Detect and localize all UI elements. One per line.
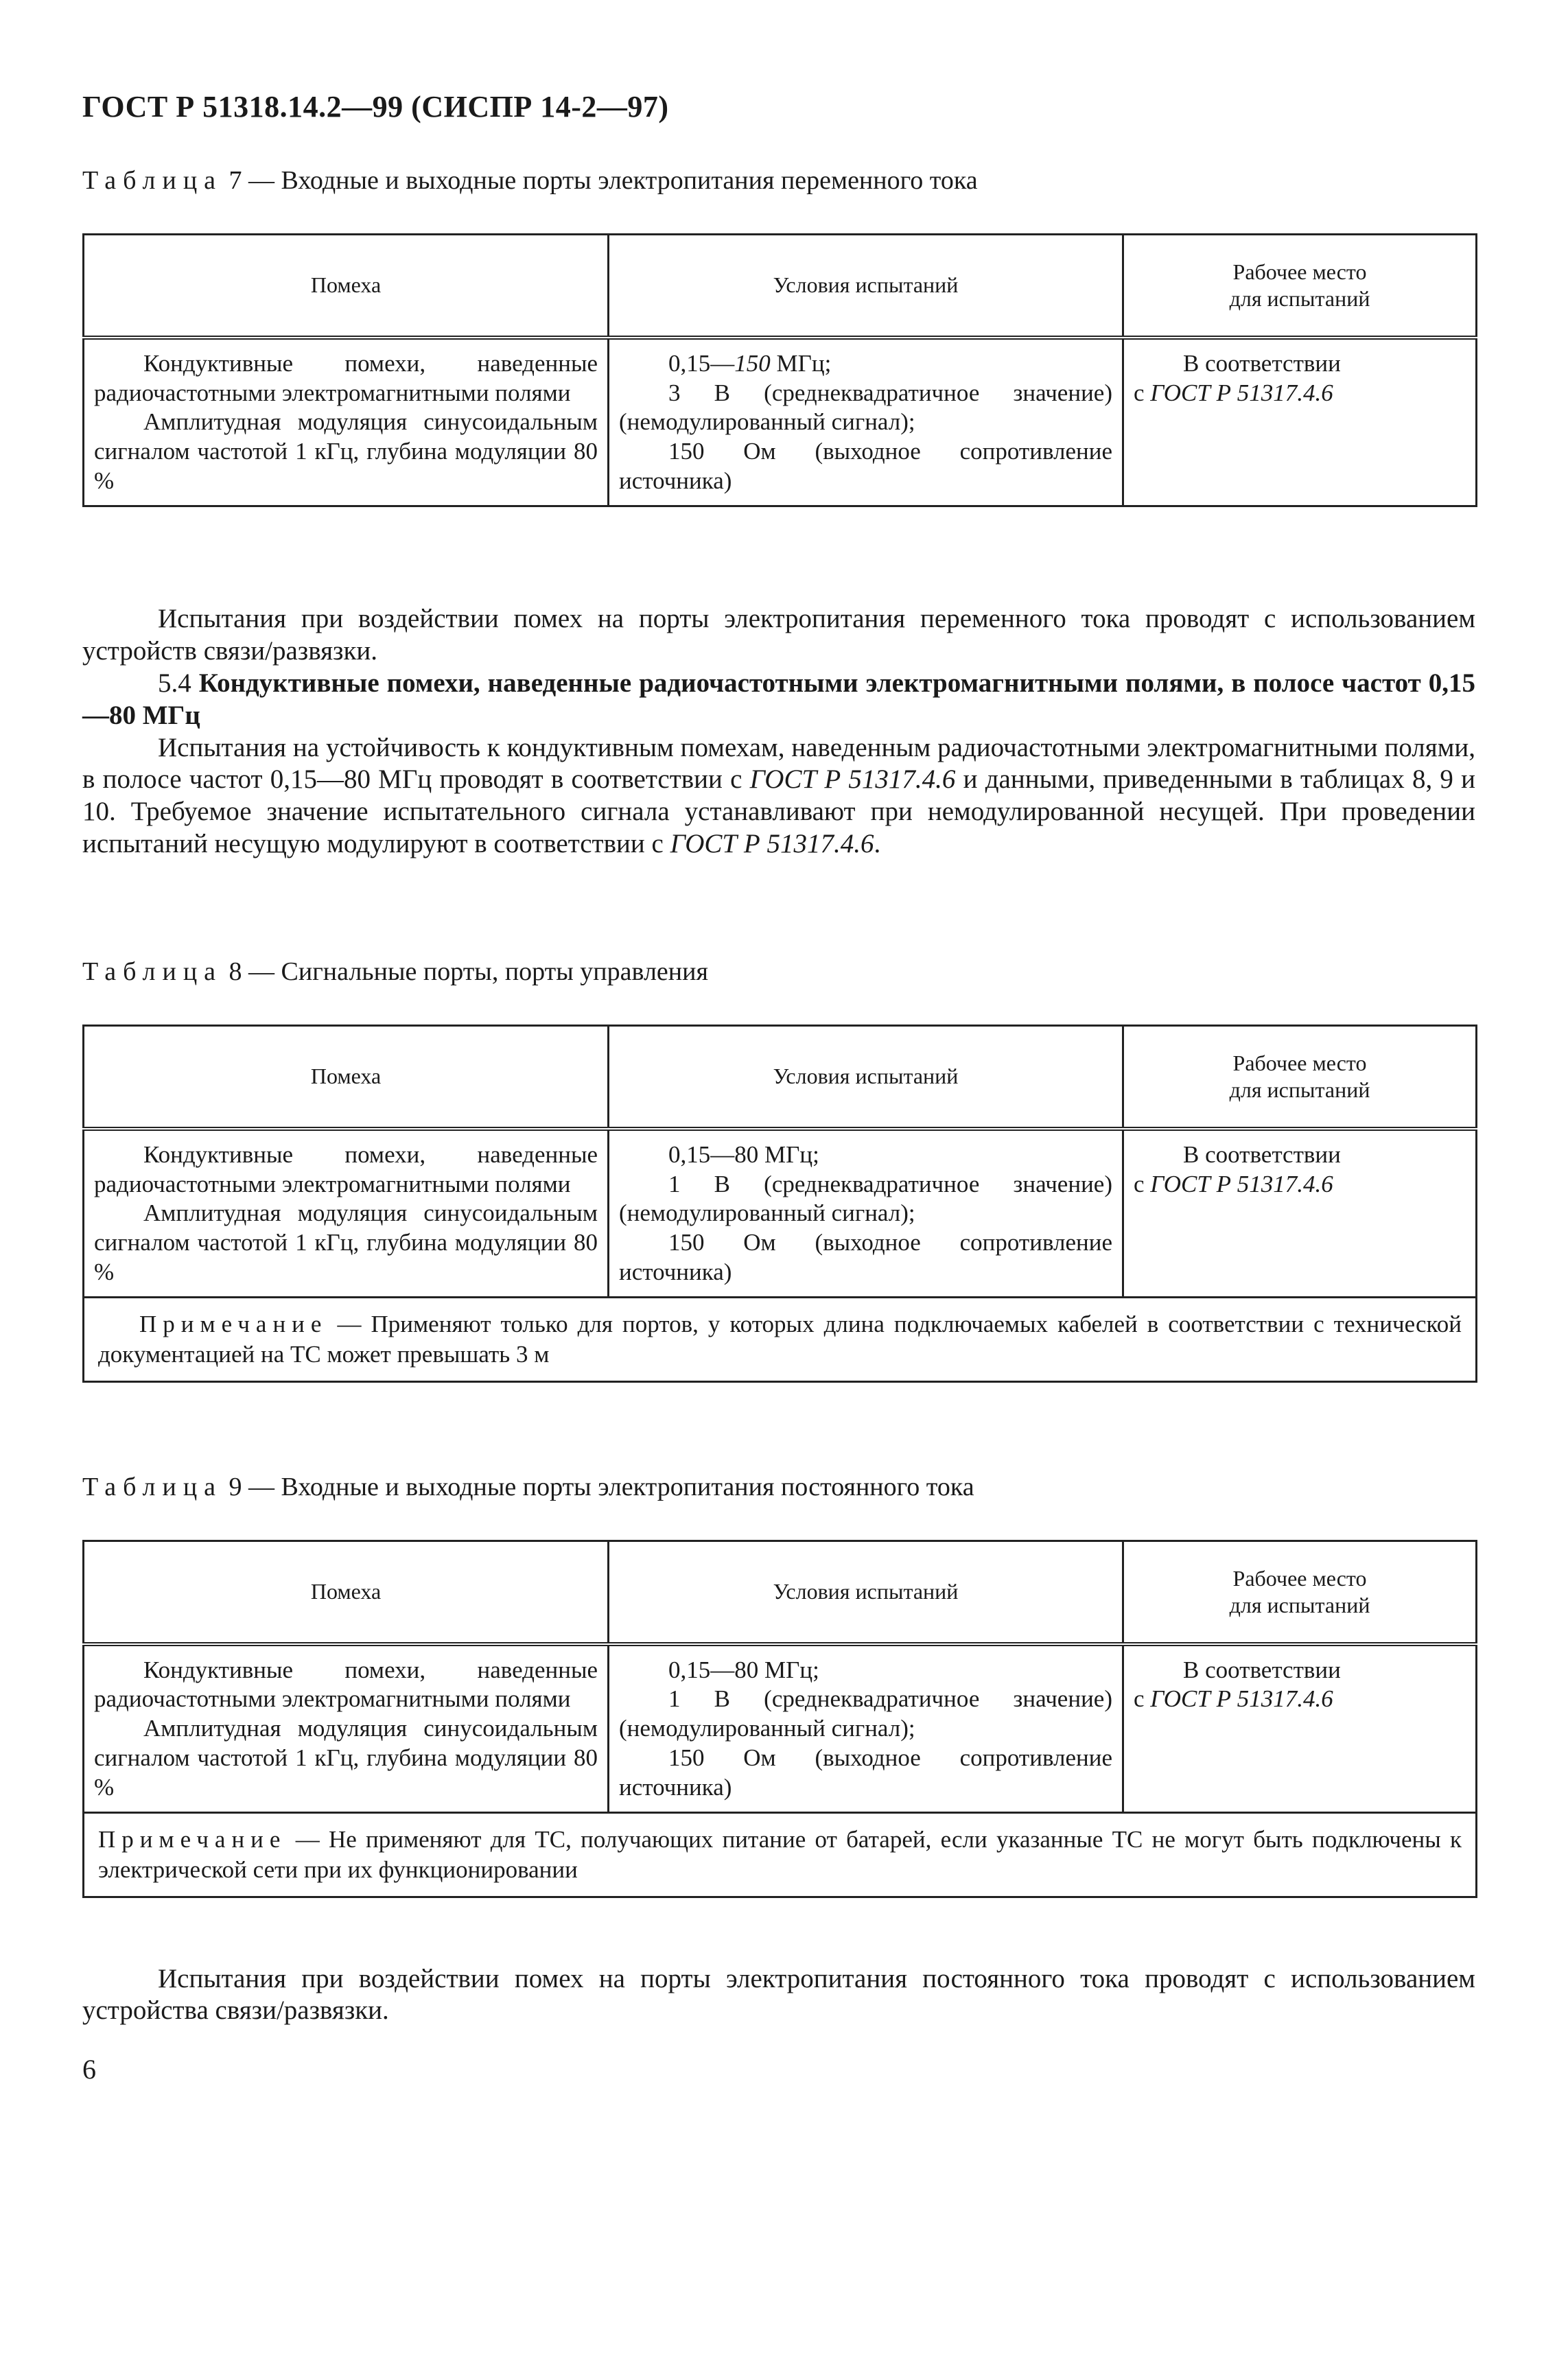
col-header-test-setup [1123,235,1477,338]
table-9-caption [82,1472,1475,1502]
section-5-4-heading [82,668,1475,732]
paragraph-text: Испытания на устойчивость к кондуктивным помехам, наведенным радиочастотными электромагнитными полями, в полосе частот 0,15—80 МГц проводят в соответствии с [82,732,1475,795]
frequency-range: 0,15—80 МГц; [668,1140,819,1168]
section-title: Кондуктивные помехи, наведенные радиочастотными электромагнитными полями, в полосе частот 0,15—80 МГц [82,668,1475,730]
cell-interference [84,1644,609,1813]
col-header-interference: Помеха [84,1025,609,1129]
col-header-test-setup-line2: для испытаний [1229,1592,1370,1617]
test-level: 3 В (среднеквадратичное значение) (немодулированный сигнал); [619,379,1112,436]
col-header-test-setup-line2: для испытаний [1229,1077,1370,1102]
table-header-row [84,1541,1477,1644]
table-row [84,338,1477,506]
test-level: 1 В (среднеквадратичное значение) (немодулированный сигнал); [619,1170,1112,1227]
table-9-caption-text: 9 — Входные и выходные порты электропитания постоянного тока [222,1472,974,1501]
frequency-start: 0,15— [668,350,735,377]
col-header-test-conditions: Условия испытаний [609,235,1123,338]
source-impedance: 150 Ом (выходное сопротивление источника) [619,1744,1112,1801]
table-note-row [84,1298,1477,1382]
note-label: Примечание [98,1826,287,1853]
modulation-text: Амплитудная модуляция синусоидальным сигналом частотой 1 кГц, глубина модуляции 80 % [94,1199,598,1285]
frequency-unit: МГц; [770,350,832,377]
test-setup-line2 [1134,1685,1466,1714]
cell-interference [84,338,609,506]
cell-test-setup [1123,1644,1477,1813]
note-text: — Применяют только для портов, у которых длина подключаемых кабелей в соответствии с технической документацией на ТС может превышать 3 м [98,1311,1462,1368]
test-setup-prefix: с [1134,1685,1151,1713]
col-header-test-setup [1123,1541,1477,1644]
col-header-test-setup-line1: Рабочее место [1232,1050,1367,1075]
table-row [84,1129,1477,1298]
table-label: Таблица [82,166,223,195]
paragraph-text: . [874,829,881,859]
cell-test-setup [1123,1129,1477,1298]
paragraph-ac-ports: Испытания при воздействии помех на порты электропитания переменного тока проводят с использованием устройств связи/развязки. [82,604,1475,666]
table-header-row [84,1025,1477,1129]
col-header-test-setup-line1: Рабочее место [1232,1565,1367,1591]
table-8-caption [82,957,1475,987]
cell-test-conditions [609,1129,1123,1298]
modulation-text: Амплитудная модуляция синусоидальным сигналом частотой 1 кГц, глубина модуляции 80 % [94,408,598,494]
source-impedance: 150 Ом (выходное сопротивление источника) [619,438,1112,494]
table-label: Таблица [82,1472,223,1501]
test-setup-prefix: с [1134,1170,1151,1197]
test-setup-line1: В соответствии [1183,1140,1341,1168]
test-setup-line1: В соответствии [1183,350,1341,377]
standard-reference: ГОСТ Р 51317.4.6 [1150,1170,1333,1197]
frequency-end: 150 [734,350,771,377]
standard-reference: ГОСТ Р 51317.4.6 [1150,1685,1333,1713]
table-7 [82,233,1477,507]
test-setup-prefix: с [1134,379,1151,406]
paragraph-dc-ports: Испытания при воздействии помех на порты электропитания постоянного тока проводят с использованием устройства связи/развязки. [82,1963,1475,2026]
test-setup-line2 [1134,379,1466,408]
standard-reference: ГОСТ Р 51317.4.6 [749,764,956,795]
interference-text: Кондуктивные помехи, наведенные радиочастотными электромагнитными полями [94,1656,598,1713]
table-note-row [84,1813,1477,1897]
col-header-test-setup-line2: для испытаний [1229,286,1370,311]
paragraph-section-5-4 [82,732,1475,861]
table-7-caption [82,165,1475,196]
paragraph-text: и данными, приведенными в таблицах 8, 9 и 10. Требуемое значение испытательного сигнала устанавливают при немодулированной несущей. При проведении испытаний несущую модулируют в соответствии с [82,764,1475,859]
table-row [84,1644,1477,1813]
cell-test-conditions [609,338,1123,506]
table-header-row [84,235,1477,338]
cell-test-conditions [609,1644,1123,1813]
col-header-interference: Помеха [84,1541,609,1644]
standard-reference: ГОСТ Р 51317.4.6 [1150,379,1333,406]
test-setup-line2 [1134,1170,1466,1199]
modulation-text: Амплитудная модуляция синусоидальным сигналом частотой 1 кГц, глубина модуляции 80 % [94,1715,598,1801]
frequency-range [619,349,1112,379]
document-header: ГОСТ Р 51318.14.2—99 (СИСПР 14-2—97) [82,90,669,124]
source-impedance: 150 Ом (выходное сопротивление источника) [619,1228,1112,1285]
table-9 [82,1540,1477,1898]
col-header-interference: Помеха [84,235,609,338]
standard-reference: ГОСТ Р 51317.4.6 [670,829,874,859]
table-7-caption-text: 7 — Входные и выходные порты электропитания переменного тока [222,166,978,195]
col-header-test-setup-line1: Рабочее место [1232,259,1367,284]
frequency-range: 0,15—80 МГц; [668,1656,819,1683]
section-number: 5.4 [158,668,199,699]
test-setup-line1: В соответствии [1183,1656,1341,1683]
interference-text: Кондуктивные помехи, наведенные радиочастотными электромагнитными полями [94,350,598,406]
note-text: — Не применяют для ТС, получающих питание от батарей, если указанные ТС не могут быть подключены к электрической сети при их функционировании [98,1826,1462,1883]
page-number: 6 [82,2054,96,2085]
col-header-test-setup [1123,1025,1477,1129]
table-label: Таблица [82,957,223,986]
table-note [84,1813,1477,1897]
cell-interference [84,1129,609,1298]
note-label: Примечание [139,1311,328,1338]
test-level: 1 В (среднеквадратичное значение) (немодулированный сигнал); [619,1685,1112,1742]
col-header-test-conditions: Условия испытаний [609,1541,1123,1644]
cell-test-setup [1123,338,1477,506]
col-header-test-conditions: Условия испытаний [609,1025,1123,1129]
table-8-caption-text: 8 — Сигнальные порты, порты управления [222,957,708,986]
document-page [82,89,1475,2085]
table-note [84,1298,1477,1382]
interference-text: Кондуктивные помехи, наведенные радиочастотными электромагнитными полями [94,1140,598,1197]
table-8 [82,1025,1477,1383]
